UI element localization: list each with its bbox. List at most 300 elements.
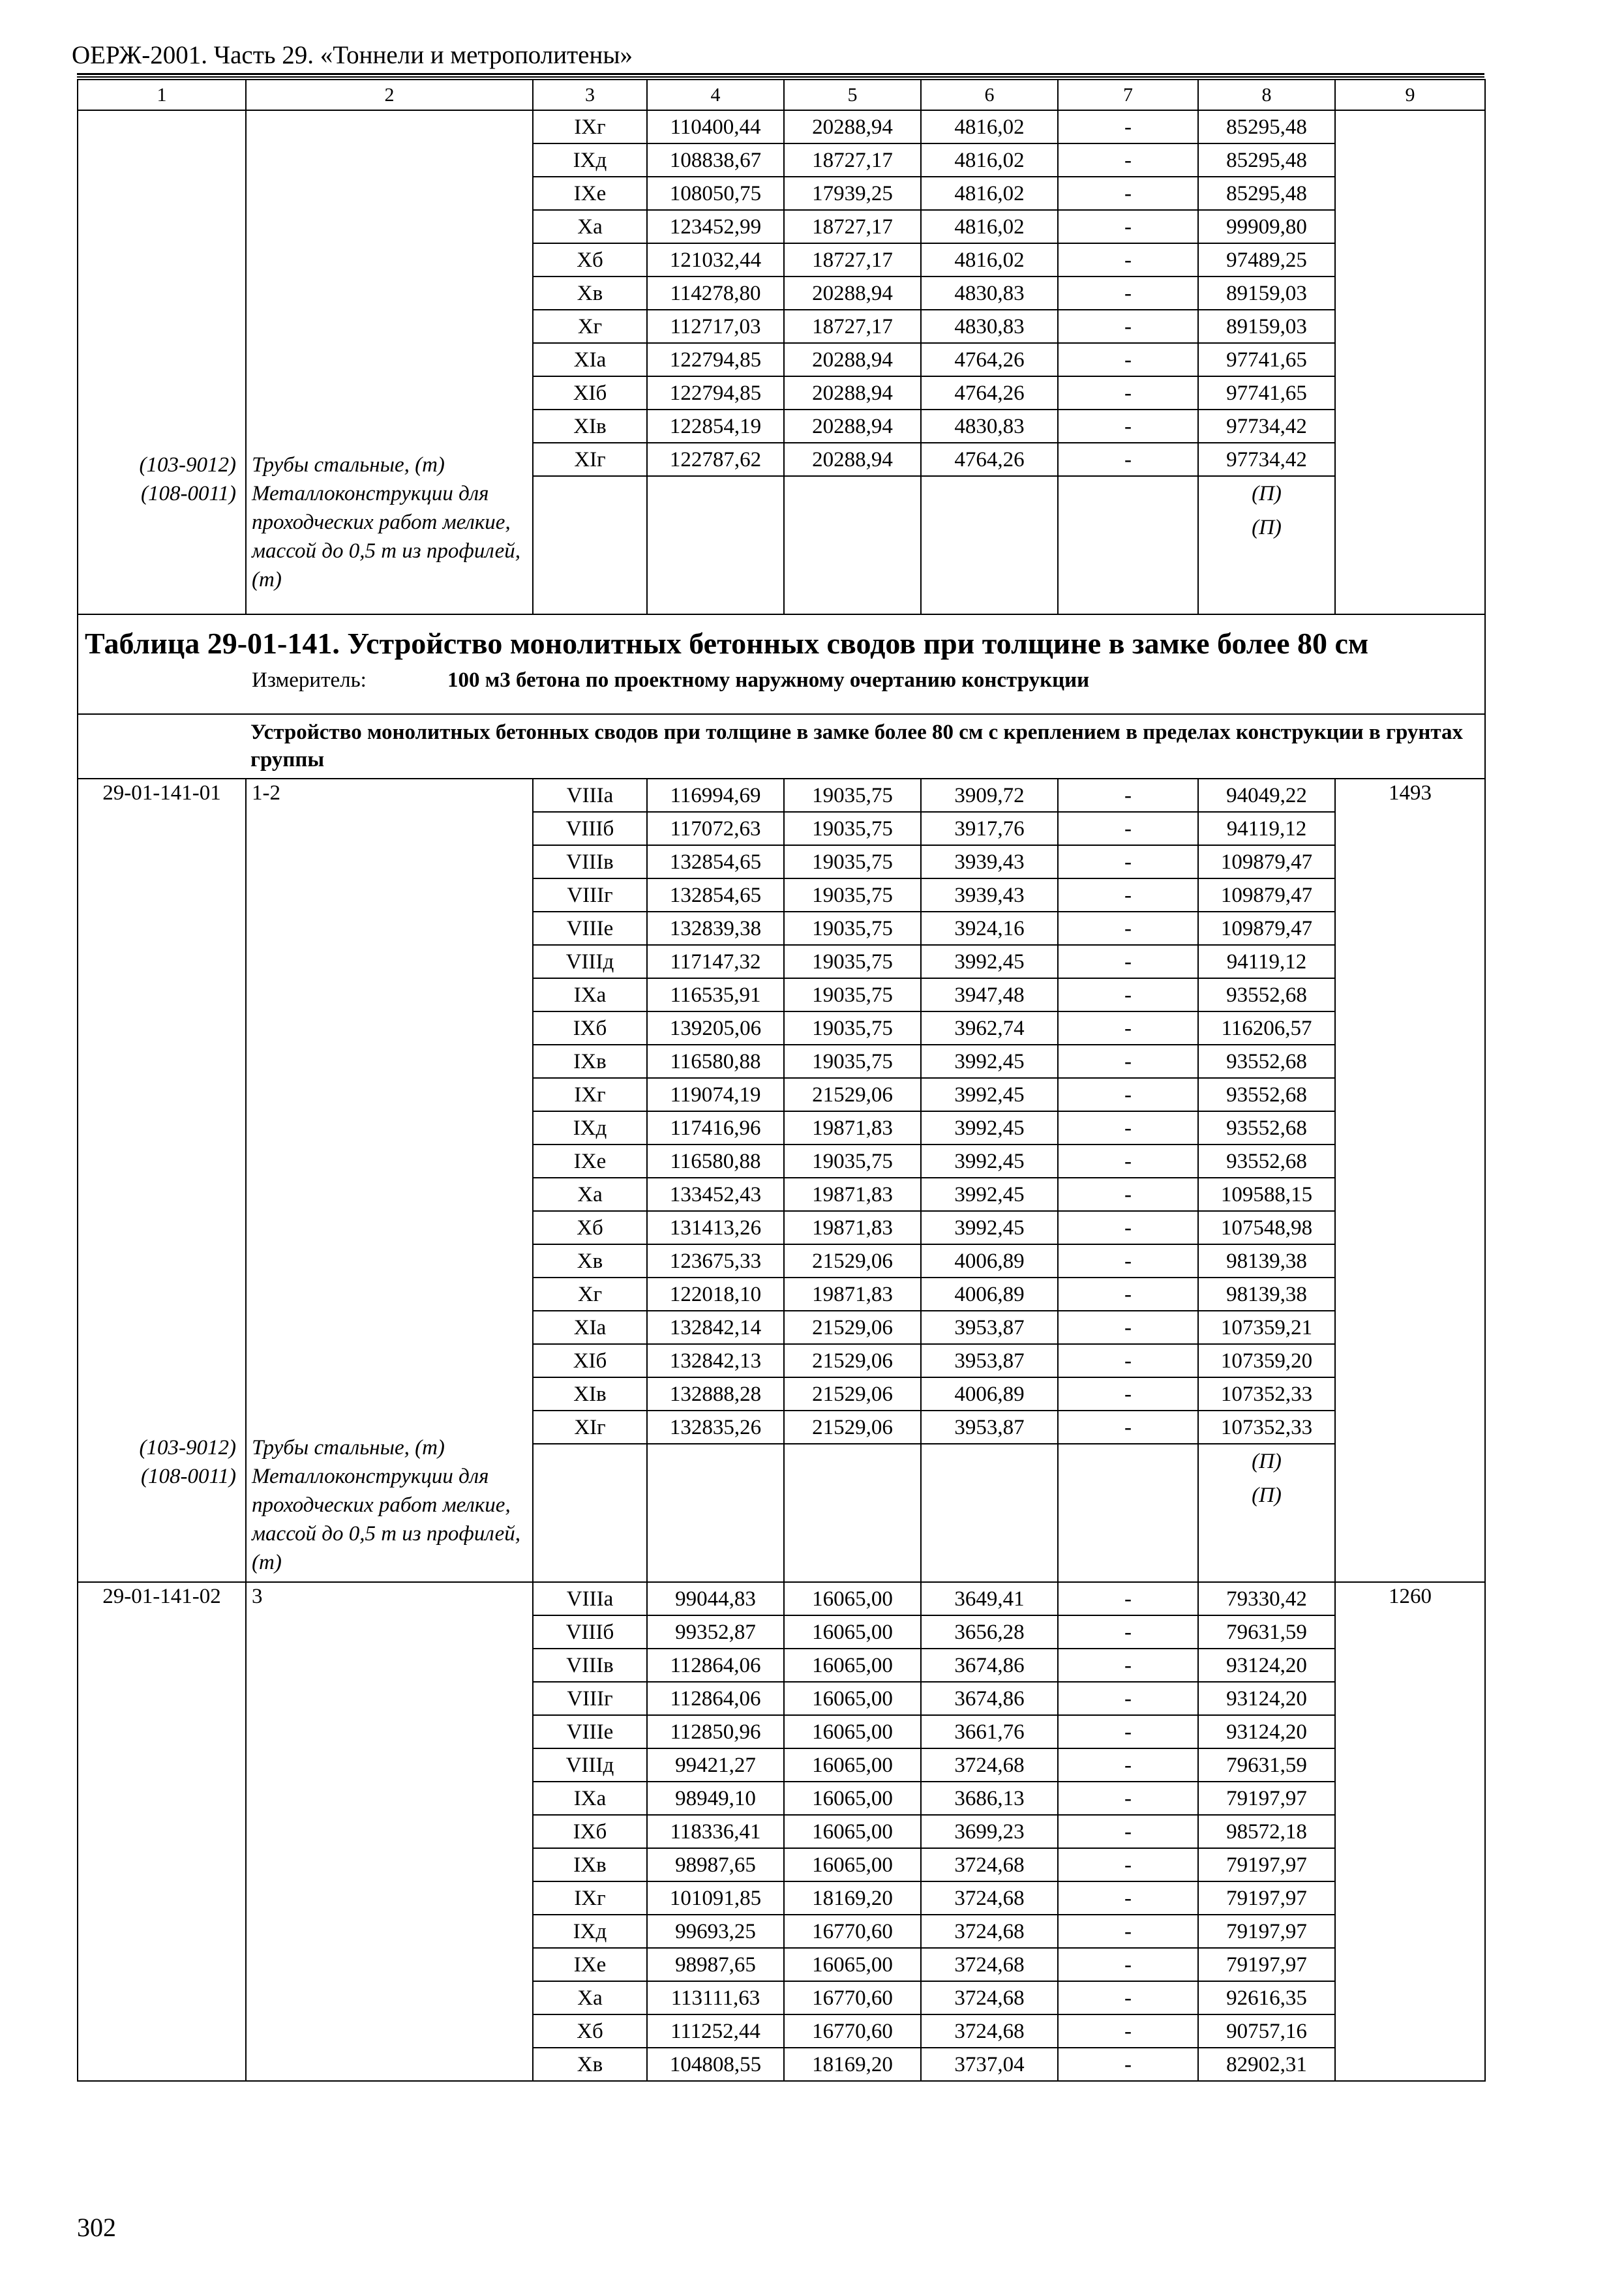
value-cell: 99421,27	[647, 1748, 784, 1782]
table-title-cell	[78, 614, 1485, 714]
value-cell: 19035,75	[784, 878, 921, 912]
sub-zone: VIIIа	[533, 779, 647, 812]
value-cell: -	[1058, 1715, 1198, 1748]
value-cell: 107548,98	[1198, 1211, 1335, 1244]
sub-zone: IXг	[533, 110, 647, 143]
value-cell: 18727,17	[784, 243, 921, 277]
value-cell: 3674,86	[921, 1649, 1058, 1682]
value-cell: 93124,20	[1198, 1715, 1335, 1748]
value-cell: 92616,35	[1198, 1981, 1335, 2014]
resource-materials: Трубы стальные, (т) Металлоконструкции для проходческих работ мелкие, массой до 0,5 т из профилей, (т)	[252, 1436, 520, 1574]
value-cell: 122787,62	[647, 443, 784, 476]
value-cell: 3953,87	[921, 1411, 1058, 1444]
value-cell: 16065,00	[784, 1948, 921, 1981]
value-cell: -	[1058, 1915, 1198, 1948]
value-cell: 3649,41	[921, 1582, 1058, 1615]
column-header: 8	[1198, 80, 1335, 110]
value-cell: 16770,60	[784, 1915, 921, 1948]
soil-group: 3	[252, 1585, 263, 1608]
sub-zone: VIIIд	[533, 945, 647, 978]
sub-zone: IXв	[533, 1045, 647, 1078]
value-cell: 116580,88	[647, 1045, 784, 1078]
sub-zone: IXе	[533, 1144, 647, 1178]
column-header: 2	[246, 80, 533, 110]
value-cell: -	[1058, 845, 1198, 878]
resource-notes: (П) (П)	[1252, 1450, 1282, 1507]
sub-zone: XIб	[533, 376, 647, 410]
value-cell: 97734,42	[1198, 443, 1335, 476]
measure-line	[85, 666, 1478, 694]
value-cell: 4006,89	[921, 1244, 1058, 1278]
value-cell: -	[1058, 1815, 1198, 1848]
value-cell: 79197,97	[1198, 1782, 1335, 1815]
value-cell: 109588,15	[1198, 1178, 1335, 1211]
measure-value: 100 м3 бетона по проектному наружному очертанию конструкции	[447, 668, 1090, 692]
value-cell: 4816,02	[921, 110, 1058, 143]
value-cell: 89159,03	[1198, 310, 1335, 343]
sub-zone: XIв	[533, 410, 647, 443]
value-cell: 16770,60	[784, 2014, 921, 2048]
value-cell: 109879,47	[1198, 845, 1335, 878]
column-header: 9	[1335, 80, 1485, 110]
empty-cell	[533, 1444, 647, 1582]
value-cell: 93552,68	[1198, 1045, 1335, 1078]
value-cell: 3724,68	[921, 1848, 1058, 1881]
sub-zone: Xв	[533, 277, 647, 310]
table-title-row	[78, 614, 1485, 714]
sub-zone: IXг	[533, 1078, 647, 1111]
soil-group-cell	[246, 779, 533, 1582]
sub-zone: VIIIв	[533, 1649, 647, 1682]
sub-zone: IXе	[533, 1948, 647, 1981]
value-cell: -	[1058, 177, 1198, 210]
sub-zone: XIа	[533, 343, 647, 376]
value-cell: -	[1058, 1045, 1198, 1078]
value-cell: 3724,68	[921, 1748, 1058, 1782]
value-cell: 111252,44	[647, 2014, 784, 2048]
sub-zone: IXа	[533, 1782, 647, 1815]
value-cell: -	[1058, 978, 1198, 1011]
value-cell: 97734,42	[1198, 410, 1335, 443]
value-cell: -	[1058, 1344, 1198, 1377]
resource-materials: Трубы стальные, (т) Металлоконструкции для проходческих работ мелкие, массой до 0,5 т из профилей, (т)	[252, 453, 520, 591]
value-cell: 19035,75	[784, 912, 921, 945]
value-cell: 99352,87	[647, 1615, 784, 1649]
value-cell: 119074,19	[647, 1078, 784, 1111]
value-cell: 19871,83	[784, 1111, 921, 1144]
value-cell: 132835,26	[647, 1411, 784, 1444]
value-cell: -	[1058, 1078, 1198, 1111]
value-cell: 98139,38	[1198, 1244, 1335, 1278]
value-cell: 21529,06	[784, 1411, 921, 1444]
sub-zone: VIIIг	[533, 878, 647, 912]
value-cell: 19035,75	[784, 978, 921, 1011]
table-row	[78, 1582, 1485, 1615]
value-cell: 19871,83	[784, 1278, 921, 1311]
value-cell: 19035,75	[784, 812, 921, 845]
value-cell: 85295,48	[1198, 110, 1335, 143]
workers-cell	[1335, 779, 1485, 1582]
value-cell: -	[1058, 2014, 1198, 2048]
resource-names-cell	[246, 110, 533, 614]
value-cell: 4764,26	[921, 376, 1058, 410]
value-cell: 98949,10	[647, 1782, 784, 1815]
value-cell: 16770,60	[784, 1981, 921, 2014]
value-cell: 94119,12	[1198, 812, 1335, 845]
value-cell: 16065,00	[784, 1782, 921, 1815]
value-cell: -	[1058, 1948, 1198, 1981]
value-cell: 117072,63	[647, 812, 784, 845]
value-cell: 16065,00	[784, 1682, 921, 1715]
sub-zone: IXв	[533, 1848, 647, 1881]
value-cell: 112864,06	[647, 1682, 784, 1715]
value-cell: -	[1058, 912, 1198, 945]
value-cell: 122794,85	[647, 343, 784, 376]
page-header: ОЕРЖ-2001. Часть 29. «Тоннели и метрополитены»	[72, 41, 633, 69]
value-cell: 18727,17	[784, 143, 921, 177]
value-cell: 19871,83	[784, 1211, 921, 1244]
sub-zone: IXг	[533, 1881, 647, 1915]
value-cell: 99909,80	[1198, 210, 1335, 243]
value-cell: 98987,65	[647, 1948, 784, 1981]
rate-code-cell	[78, 1582, 246, 2081]
sub-zone: Xб	[533, 1211, 647, 1244]
value-cell: -	[1058, 1748, 1198, 1782]
value-cell: 3661,76	[921, 1715, 1058, 1748]
value-cell: -	[1058, 1377, 1198, 1411]
resource-codes: (103-9012) (108-0011)	[139, 453, 236, 505]
value-cell: 20288,94	[784, 110, 921, 143]
value-cell: 3992,45	[921, 1144, 1058, 1178]
empty-cell	[784, 1444, 921, 1582]
value-cell: 98572,18	[1198, 1815, 1335, 1848]
value-cell: 93124,20	[1198, 1682, 1335, 1715]
column-header: 4	[647, 80, 784, 110]
value-cell: 99693,25	[647, 1915, 784, 1948]
value-cell: 3992,45	[921, 1045, 1058, 1078]
sub-zone: VIIIе	[533, 1715, 647, 1748]
value-cell: 3992,45	[921, 1111, 1058, 1144]
value-cell: 3686,13	[921, 1782, 1058, 1815]
subtitle-row	[78, 714, 1485, 779]
value-cell: 93552,68	[1198, 1078, 1335, 1111]
sub-zone: IXа	[533, 978, 647, 1011]
value-cell: 117147,32	[647, 945, 784, 978]
value-cell: 90757,16	[1198, 2014, 1335, 2048]
value-cell: 139205,06	[647, 1011, 784, 1045]
notes-cell	[1198, 1444, 1335, 1582]
value-cell: -	[1058, 1178, 1198, 1211]
value-cell: 18169,20	[784, 2048, 921, 2081]
value-cell: 3699,23	[921, 1815, 1058, 1848]
value-cell: 3674,86	[921, 1682, 1058, 1715]
value-cell: 3992,45	[921, 1178, 1058, 1211]
sub-zone: IXе	[533, 177, 647, 210]
sub-zone: IXд	[533, 1915, 647, 1948]
value-cell: 116206,57	[1198, 1011, 1335, 1045]
empty-cell	[647, 476, 784, 614]
value-cell: 82902,31	[1198, 2048, 1335, 2081]
value-cell: 3724,68	[921, 1881, 1058, 1915]
value-cell: 79631,59	[1198, 1748, 1335, 1782]
resource-codes: (103-9012) (108-0011)	[139, 1436, 236, 1488]
workers-cell	[1335, 110, 1485, 614]
value-cell: 112850,96	[647, 1715, 784, 1748]
sub-zone: VIIIб	[533, 812, 647, 845]
rates-table	[77, 79, 1486, 2082]
value-cell: 19035,75	[784, 1045, 921, 1078]
value-cell: -	[1058, 376, 1198, 410]
value-cell: 3953,87	[921, 1344, 1058, 1377]
value-cell: -	[1058, 343, 1198, 376]
value-cell: 3656,28	[921, 1615, 1058, 1649]
value-cell: 18727,17	[784, 210, 921, 243]
value-cell: -	[1058, 1411, 1198, 1444]
value-cell: 132839,38	[647, 912, 784, 945]
value-cell: 4816,02	[921, 143, 1058, 177]
measure-label: Измеритель:	[252, 668, 367, 692]
value-cell: 94119,12	[1198, 945, 1335, 978]
value-cell: 3917,76	[921, 812, 1058, 845]
value-cell: 3924,16	[921, 912, 1058, 945]
sub-zone: XIг	[533, 1411, 647, 1444]
value-cell: -	[1058, 1848, 1198, 1881]
value-cell: 20288,94	[784, 376, 921, 410]
value-cell: 107352,33	[1198, 1377, 1335, 1411]
value-cell: 113111,63	[647, 1981, 784, 2014]
value-cell: 18169,20	[784, 1881, 921, 1915]
notes-cell	[1198, 476, 1335, 614]
value-cell: 21529,06	[784, 1344, 921, 1377]
sub-zone: Xб	[533, 243, 647, 277]
value-cell: -	[1058, 2048, 1198, 2081]
value-cell: 21529,06	[784, 1244, 921, 1278]
value-cell: 132854,65	[647, 878, 784, 912]
value-cell: 16065,00	[784, 1649, 921, 1682]
value-cell: 17939,25	[784, 177, 921, 210]
value-cell: 21529,06	[784, 1377, 921, 1411]
header-rule-thin	[77, 76, 1484, 78]
sub-zone: XIв	[533, 1377, 647, 1411]
value-cell: 79197,97	[1198, 1848, 1335, 1881]
subtitle-cell	[78, 714, 1485, 779]
value-cell: 122854,19	[647, 410, 784, 443]
value-cell: 118336,41	[647, 1815, 784, 1848]
sub-zone: IXб	[533, 1815, 647, 1848]
value-cell: -	[1058, 1011, 1198, 1045]
rate-code: 29-01-141-01	[102, 781, 221, 805]
value-cell: 4830,83	[921, 310, 1058, 343]
value-cell: -	[1058, 1682, 1198, 1715]
empty-cell	[1058, 476, 1198, 614]
soil-group: 1-2	[252, 781, 280, 805]
table-row	[78, 110, 1485, 143]
sub-zone: Xа	[533, 1178, 647, 1211]
value-cell: 16065,00	[784, 1815, 921, 1848]
value-cell: 16065,00	[784, 1715, 921, 1748]
value-cell: 3962,74	[921, 1011, 1058, 1045]
soil-group-cell	[246, 1582, 533, 2081]
value-cell: 98139,38	[1198, 1278, 1335, 1311]
value-cell: 4830,83	[921, 277, 1058, 310]
value-cell: 93124,20	[1198, 1649, 1335, 1682]
value-cell: 116994,69	[647, 779, 784, 812]
sub-zone: Xв	[533, 2048, 647, 2081]
value-cell: 19035,75	[784, 779, 921, 812]
value-cell: -	[1058, 945, 1198, 978]
empty-cell	[1058, 1444, 1198, 1582]
value-cell: -	[1058, 878, 1198, 912]
value-cell: 18727,17	[784, 310, 921, 343]
value-cell: 3947,48	[921, 978, 1058, 1011]
value-cell: 3992,45	[921, 1078, 1058, 1111]
empty-cell	[647, 1444, 784, 1582]
sub-zone: Xг	[533, 310, 647, 343]
value-cell: 79631,59	[1198, 1615, 1335, 1649]
value-cell: 19035,75	[784, 845, 921, 878]
value-cell: 4006,89	[921, 1278, 1058, 1311]
value-cell: 108838,67	[647, 143, 784, 177]
value-cell: 89159,03	[1198, 277, 1335, 310]
value-cell: 19035,75	[784, 1011, 921, 1045]
value-cell: 104808,55	[647, 2048, 784, 2081]
value-cell: 3992,45	[921, 945, 1058, 978]
value-cell: 97741,65	[1198, 343, 1335, 376]
header-rule	[77, 73, 1484, 75]
sub-zone: VIIIе	[533, 912, 647, 945]
sub-zone: Xг	[533, 1278, 647, 1311]
value-cell: -	[1058, 143, 1198, 177]
value-cell: 4006,89	[921, 1377, 1058, 1411]
sub-zone: Xа	[533, 1981, 647, 2014]
value-cell: 19035,75	[784, 945, 921, 978]
value-cell: 121032,44	[647, 243, 784, 277]
sub-zone: IXд	[533, 1111, 647, 1144]
value-cell: -	[1058, 779, 1198, 812]
value-cell: 93552,68	[1198, 1144, 1335, 1178]
value-cell: 131413,26	[647, 1211, 784, 1244]
value-cell: 79197,97	[1198, 1915, 1335, 1948]
value-cell: 3724,68	[921, 1948, 1058, 1981]
rate-code-cell	[78, 779, 246, 1582]
value-cell: 79330,42	[1198, 1582, 1335, 1615]
sub-zone: XIа	[533, 1311, 647, 1344]
value-cell: 3939,43	[921, 878, 1058, 912]
sub-zone: Xв	[533, 1244, 647, 1278]
value-cell: 16065,00	[784, 1615, 921, 1649]
value-cell: 109879,47	[1198, 912, 1335, 945]
value-cell: 4764,26	[921, 343, 1058, 376]
value-cell: 4816,02	[921, 243, 1058, 277]
value-cell: 3992,45	[921, 1211, 1058, 1244]
column-header: 1	[78, 80, 246, 110]
value-cell: 110400,44	[647, 110, 784, 143]
value-cell: 3724,68	[921, 1915, 1058, 1948]
value-cell: 132842,13	[647, 1344, 784, 1377]
empty-cell	[921, 476, 1058, 614]
sub-zone: XIг	[533, 443, 647, 476]
value-cell: 93552,68	[1198, 978, 1335, 1011]
value-cell: 116580,88	[647, 1144, 784, 1178]
table-row	[78, 779, 1485, 812]
column-header: 5	[784, 80, 921, 110]
value-cell: -	[1058, 410, 1198, 443]
value-cell: 3939,43	[921, 845, 1058, 878]
rate-code: 29-01-141-02	[102, 1585, 221, 1608]
value-cell: 20288,94	[784, 343, 921, 376]
value-cell: -	[1058, 1615, 1198, 1649]
value-cell: 107359,20	[1198, 1344, 1335, 1377]
value-cell: 3909,72	[921, 779, 1058, 812]
sub-zone: VIIIб	[533, 1615, 647, 1649]
workers-value: 1260	[1389, 1585, 1432, 1608]
sub-zone: IXд	[533, 143, 647, 177]
value-cell: -	[1058, 443, 1198, 476]
workers-cell	[1335, 1582, 1485, 2081]
value-cell: 97741,65	[1198, 376, 1335, 410]
value-cell: 4830,83	[921, 410, 1058, 443]
value-cell: 107352,33	[1198, 1411, 1335, 1444]
value-cell: -	[1058, 1211, 1198, 1244]
value-cell: 112717,03	[647, 310, 784, 343]
empty-cell	[784, 476, 921, 614]
column-header: 7	[1058, 80, 1198, 110]
value-cell: 122794,85	[647, 376, 784, 410]
value-cell: 85295,48	[1198, 177, 1335, 210]
value-cell: -	[1058, 310, 1198, 343]
section-subtitle: Устройство монолитных бетонных сводов при толщине в замке более 80 см с креплением в пределах конструкции в грунтах группы	[250, 721, 1464, 771]
value-cell: 20288,94	[784, 410, 921, 443]
value-cell: 20288,94	[784, 443, 921, 476]
value-cell: -	[1058, 1649, 1198, 1682]
value-cell: 3737,04	[921, 2048, 1058, 2081]
empty-cell	[533, 476, 647, 614]
value-cell: 3953,87	[921, 1311, 1058, 1344]
table-title: Таблица 29-01-141. Устройство монолитных бетонных сводов при толщине в замке более 80 см	[85, 627, 1369, 660]
value-cell: -	[1058, 110, 1198, 143]
sub-zone: XIб	[533, 1344, 647, 1377]
column-header: 6	[921, 80, 1058, 110]
value-cell: 4816,02	[921, 210, 1058, 243]
value-cell: 21529,06	[784, 1078, 921, 1111]
sub-zone: Xа	[533, 210, 647, 243]
value-cell: 116535,91	[647, 978, 784, 1011]
value-cell: 4764,26	[921, 443, 1058, 476]
value-cell: -	[1058, 1311, 1198, 1344]
value-cell: 98987,65	[647, 1848, 784, 1881]
value-cell: 99044,83	[647, 1582, 784, 1615]
value-cell: 132854,65	[647, 845, 784, 878]
value-cell: 79197,97	[1198, 1881, 1335, 1915]
sub-zone: Xб	[533, 2014, 647, 2048]
value-cell: 19871,83	[784, 1178, 921, 1211]
value-cell: -	[1058, 1144, 1198, 1178]
value-cell: 123675,33	[647, 1244, 784, 1278]
value-cell: 16065,00	[784, 1848, 921, 1881]
value-cell: -	[1058, 812, 1198, 845]
value-cell: 3724,68	[921, 1981, 1058, 2014]
value-cell: -	[1058, 1244, 1198, 1278]
value-cell: 114278,80	[647, 277, 784, 310]
value-cell: 79197,97	[1198, 1948, 1335, 1981]
value-cell: -	[1058, 210, 1198, 243]
value-cell: 93552,68	[1198, 1111, 1335, 1144]
resource-notes: (П) (П)	[1252, 482, 1282, 539]
sub-zone: IXб	[533, 1011, 647, 1045]
resource-codes-cell	[78, 110, 246, 614]
value-cell: 85295,48	[1198, 143, 1335, 177]
value-cell: -	[1058, 243, 1198, 277]
